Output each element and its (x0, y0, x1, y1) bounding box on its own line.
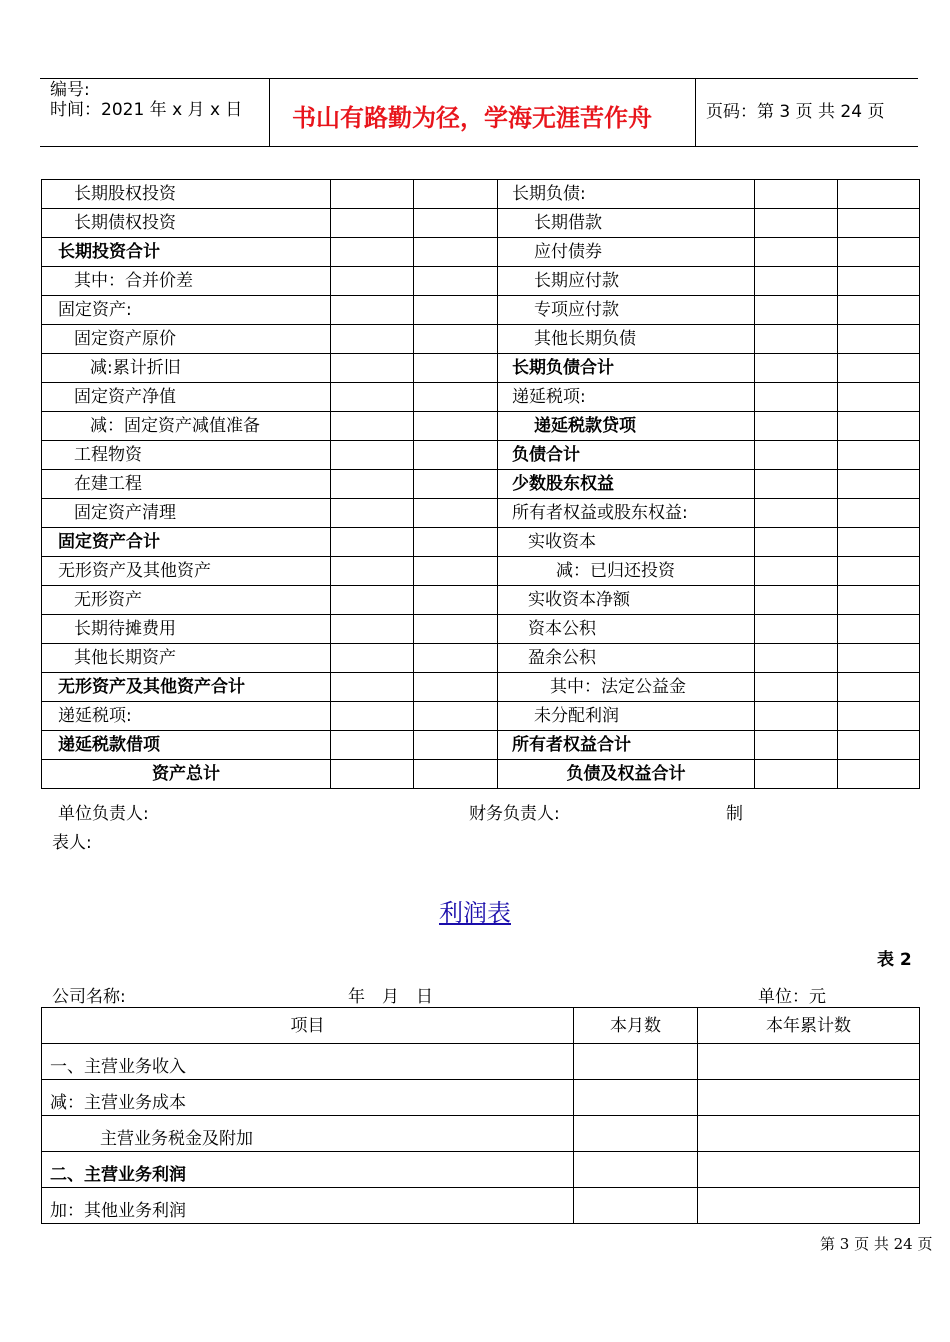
value-cell (414, 325, 498, 354)
value-cell (838, 528, 920, 557)
value-cell (331, 325, 414, 354)
value-cell (574, 1044, 698, 1080)
value-cell (838, 731, 920, 760)
value-cell (414, 731, 498, 760)
value-cell (414, 499, 498, 528)
row-label-assets: 其中：合并价差 (42, 267, 331, 296)
row-label-assets: 固定资产: (42, 296, 331, 325)
value-cell (331, 180, 414, 209)
row-label-assets: 其他长期资产 (42, 644, 331, 673)
table-row (42, 528, 920, 557)
value-cell (414, 296, 498, 325)
row-label-assets: 无形资产 (42, 586, 331, 615)
table-row (42, 180, 920, 209)
value-cell (414, 470, 498, 499)
value-cell (755, 586, 838, 615)
value-cell (755, 470, 838, 499)
table-row (42, 499, 920, 528)
value-cell (838, 702, 920, 731)
table-row (42, 1044, 920, 1080)
row-label-liabilities: 其他长期负债 (498, 325, 755, 354)
unit-head-label: 单位负责人: (58, 804, 149, 824)
row-label-liabilities: 负债合计 (498, 441, 755, 470)
value-cell (755, 209, 838, 238)
header-motto: 书山有路勤为径，学海无涯苦作舟 (292, 103, 652, 132)
value-cell (414, 238, 498, 267)
row-label-assets: 固定资产净值 (42, 383, 331, 412)
company-name-label: 公司名称: (52, 987, 126, 1007)
value-cell (755, 557, 838, 586)
income-statement-body (42, 1008, 920, 1224)
table-row (42, 644, 920, 673)
table-row (42, 615, 920, 644)
value-cell (838, 557, 920, 586)
row-label-liabilities: 长期负债: (498, 180, 755, 209)
header-bottom-rule (40, 146, 918, 147)
value-cell (331, 499, 414, 528)
table-row (42, 354, 920, 383)
income-row-label: 一、主营业务收入 (42, 1044, 574, 1080)
value-cell (755, 528, 838, 557)
table-row (42, 441, 920, 470)
doc-number-label: 编号: (50, 80, 90, 100)
value-cell (755, 673, 838, 702)
row-label-liabilities: 专项应付款 (498, 296, 755, 325)
row-label-assets: 固定资产原价 (42, 325, 331, 354)
value-cell (574, 1152, 698, 1188)
row-label-liabilities: 实收资本净额 (498, 586, 755, 615)
page-number-label: 页码：第 3 页 共 24 页 (706, 102, 885, 122)
row-label-assets: 无形资产及其他资产 (42, 557, 331, 586)
value-cell (331, 209, 414, 238)
row-label-liabilities: 减：已归还投资 (498, 557, 755, 586)
table-row (42, 238, 920, 267)
value-cell (414, 644, 498, 673)
value-cell (755, 760, 838, 789)
header-divider (695, 78, 696, 147)
value-cell (414, 441, 498, 470)
value-cell (414, 383, 498, 412)
row-label-assets: 无形资产及其他资产合计 (42, 673, 331, 702)
income-row-label: 主营业务税金及附加 (42, 1116, 574, 1152)
value-cell (414, 673, 498, 702)
value-cell (838, 209, 920, 238)
value-cell (331, 673, 414, 702)
row-label-liabilities: 递延税项: (498, 383, 755, 412)
value-cell (838, 325, 920, 354)
value-cell (838, 673, 920, 702)
header-divider (269, 78, 270, 147)
row-label-liabilities: 长期应付款 (498, 267, 755, 296)
date-label: 年 月 日 (348, 987, 433, 1007)
value-cell (755, 383, 838, 412)
table-row (42, 296, 920, 325)
row-label-liabilities: 所有者权益或股东权益: (498, 499, 755, 528)
row-label-assets: 长期投资合计 (42, 238, 331, 267)
table-row (42, 586, 920, 615)
value-cell (755, 499, 838, 528)
row-label-assets: 长期待摊费用 (42, 615, 331, 644)
header-top-rule (40, 78, 918, 79)
row-label-assets: 在建工程 (42, 470, 331, 499)
table-row (42, 209, 920, 238)
unit-label: 单位：元 (758, 987, 826, 1007)
value-cell (838, 441, 920, 470)
balance-sheet-body (42, 180, 920, 789)
row-label-liabilities: 盈余公积 (498, 644, 755, 673)
value-cell (414, 586, 498, 615)
value-cell (414, 267, 498, 296)
table-row (42, 1152, 920, 1188)
value-cell (838, 354, 920, 383)
value-cell (331, 528, 414, 557)
row-label-assets: 长期股权投资 (42, 180, 331, 209)
value-cell (331, 702, 414, 731)
value-cell (755, 702, 838, 731)
value-cell (755, 731, 838, 760)
row-label-assets: 减：固定资产减值准备 (42, 412, 331, 441)
table-row (42, 412, 920, 441)
value-cell (698, 1188, 920, 1224)
column-header-ytd: 本年累计数 (698, 1008, 920, 1044)
value-cell (414, 354, 498, 383)
value-cell (838, 267, 920, 296)
value-cell (698, 1080, 920, 1116)
value-cell (331, 557, 414, 586)
value-cell (331, 731, 414, 760)
value-cell (838, 470, 920, 499)
value-cell (838, 615, 920, 644)
row-label-liabilities: 递延税款贷项 (498, 412, 755, 441)
value-cell (331, 644, 414, 673)
value-cell (838, 499, 920, 528)
value-cell (755, 615, 838, 644)
row-label-assets: 递延税款借项 (42, 731, 331, 760)
value-cell (574, 1188, 698, 1224)
value-cell (414, 615, 498, 644)
table-row (42, 731, 920, 760)
value-cell (414, 209, 498, 238)
row-label-liabilities: 少数股东权益 (498, 470, 755, 499)
value-cell (838, 383, 920, 412)
value-cell (838, 180, 920, 209)
value-cell (414, 412, 498, 441)
value-cell (574, 1080, 698, 1116)
value-cell (838, 760, 920, 789)
value-cell (755, 296, 838, 325)
table-header-row (42, 1008, 920, 1044)
row-label-liabilities: 实收资本 (498, 528, 755, 557)
table-row (42, 1188, 920, 1224)
value-cell (838, 296, 920, 325)
row-label-assets: 递延税项: (42, 702, 331, 731)
value-cell (755, 441, 838, 470)
value-cell (414, 702, 498, 731)
table-row (42, 702, 920, 731)
value-cell (838, 586, 920, 615)
value-cell (755, 412, 838, 441)
value-cell (331, 615, 414, 644)
value-cell (574, 1116, 698, 1152)
liabilities-equity-total-label: 负债及权益合计 (498, 760, 755, 789)
footer-page-number: 第 3 页 共 24 页 (820, 1235, 933, 1253)
value-cell (698, 1116, 920, 1152)
value-cell (331, 383, 414, 412)
row-label-liabilities: 未分配利润 (498, 702, 755, 731)
page-header (40, 78, 918, 147)
row-label-liabilities: 资本公积 (498, 615, 755, 644)
balance-sheet-table (41, 179, 920, 789)
table-row (42, 383, 920, 412)
value-cell (331, 267, 414, 296)
preparer-label: 制 (726, 804, 743, 824)
income-row-label: 减：主营业务成本 (42, 1080, 574, 1116)
column-header-item: 项目 (42, 1008, 574, 1044)
value-cell (331, 760, 414, 789)
row-label-liabilities: 长期借款 (498, 209, 755, 238)
table-row (42, 325, 920, 354)
value-cell (755, 238, 838, 267)
assets-total-label: 资产总计 (42, 760, 331, 789)
row-label-liabilities: 应付债券 (498, 238, 755, 267)
value-cell (838, 644, 920, 673)
income-statement-title (0, 893, 950, 928)
value-cell (331, 238, 414, 267)
value-cell (414, 180, 498, 209)
value-cell (755, 644, 838, 673)
row-label-assets: 固定资产清理 (42, 499, 331, 528)
income-statement-title-link[interactable]: 利润表 (439, 899, 511, 927)
row-label-assets: 减:累计折旧 (42, 354, 331, 383)
row-label-assets: 长期债权投资 (42, 209, 331, 238)
value-cell (755, 325, 838, 354)
table-row (42, 1080, 920, 1116)
value-cell (755, 354, 838, 383)
value-cell (414, 760, 498, 789)
value-cell (331, 586, 414, 615)
value-cell (414, 557, 498, 586)
column-header-month: 本月数 (574, 1008, 698, 1044)
row-label-liabilities: 长期负债合计 (498, 354, 755, 383)
value-cell (331, 412, 414, 441)
time-label: 时间：2021 年 x 月 x 日 (50, 100, 243, 120)
preparer-label-cont: 表人: (52, 833, 92, 853)
income-row-label: 二、主营业务利润 (42, 1152, 574, 1188)
row-label-liabilities: 其中：法定公益金 (498, 673, 755, 702)
table-row (42, 267, 920, 296)
value-cell (755, 180, 838, 209)
table-number: 表 2 (877, 950, 912, 970)
row-label-assets: 工程物资 (42, 441, 331, 470)
value-cell (331, 470, 414, 499)
value-cell (838, 412, 920, 441)
value-cell (698, 1152, 920, 1188)
value-cell (698, 1044, 920, 1080)
total-row (42, 760, 920, 789)
table-row (42, 1116, 920, 1152)
value-cell (755, 267, 838, 296)
finance-head-label: 财务负责人: (469, 804, 560, 824)
value-cell (331, 296, 414, 325)
value-cell (331, 354, 414, 383)
value-cell (331, 441, 414, 470)
table-row (42, 557, 920, 586)
table-row (42, 470, 920, 499)
income-statement-table (41, 1007, 920, 1224)
table-row (42, 673, 920, 702)
value-cell (414, 528, 498, 557)
row-label-assets: 固定资产合计 (42, 528, 331, 557)
row-label-liabilities: 所有者权益合计 (498, 731, 755, 760)
income-row-label: 加：其他业务利润 (42, 1188, 574, 1224)
value-cell (838, 238, 920, 267)
